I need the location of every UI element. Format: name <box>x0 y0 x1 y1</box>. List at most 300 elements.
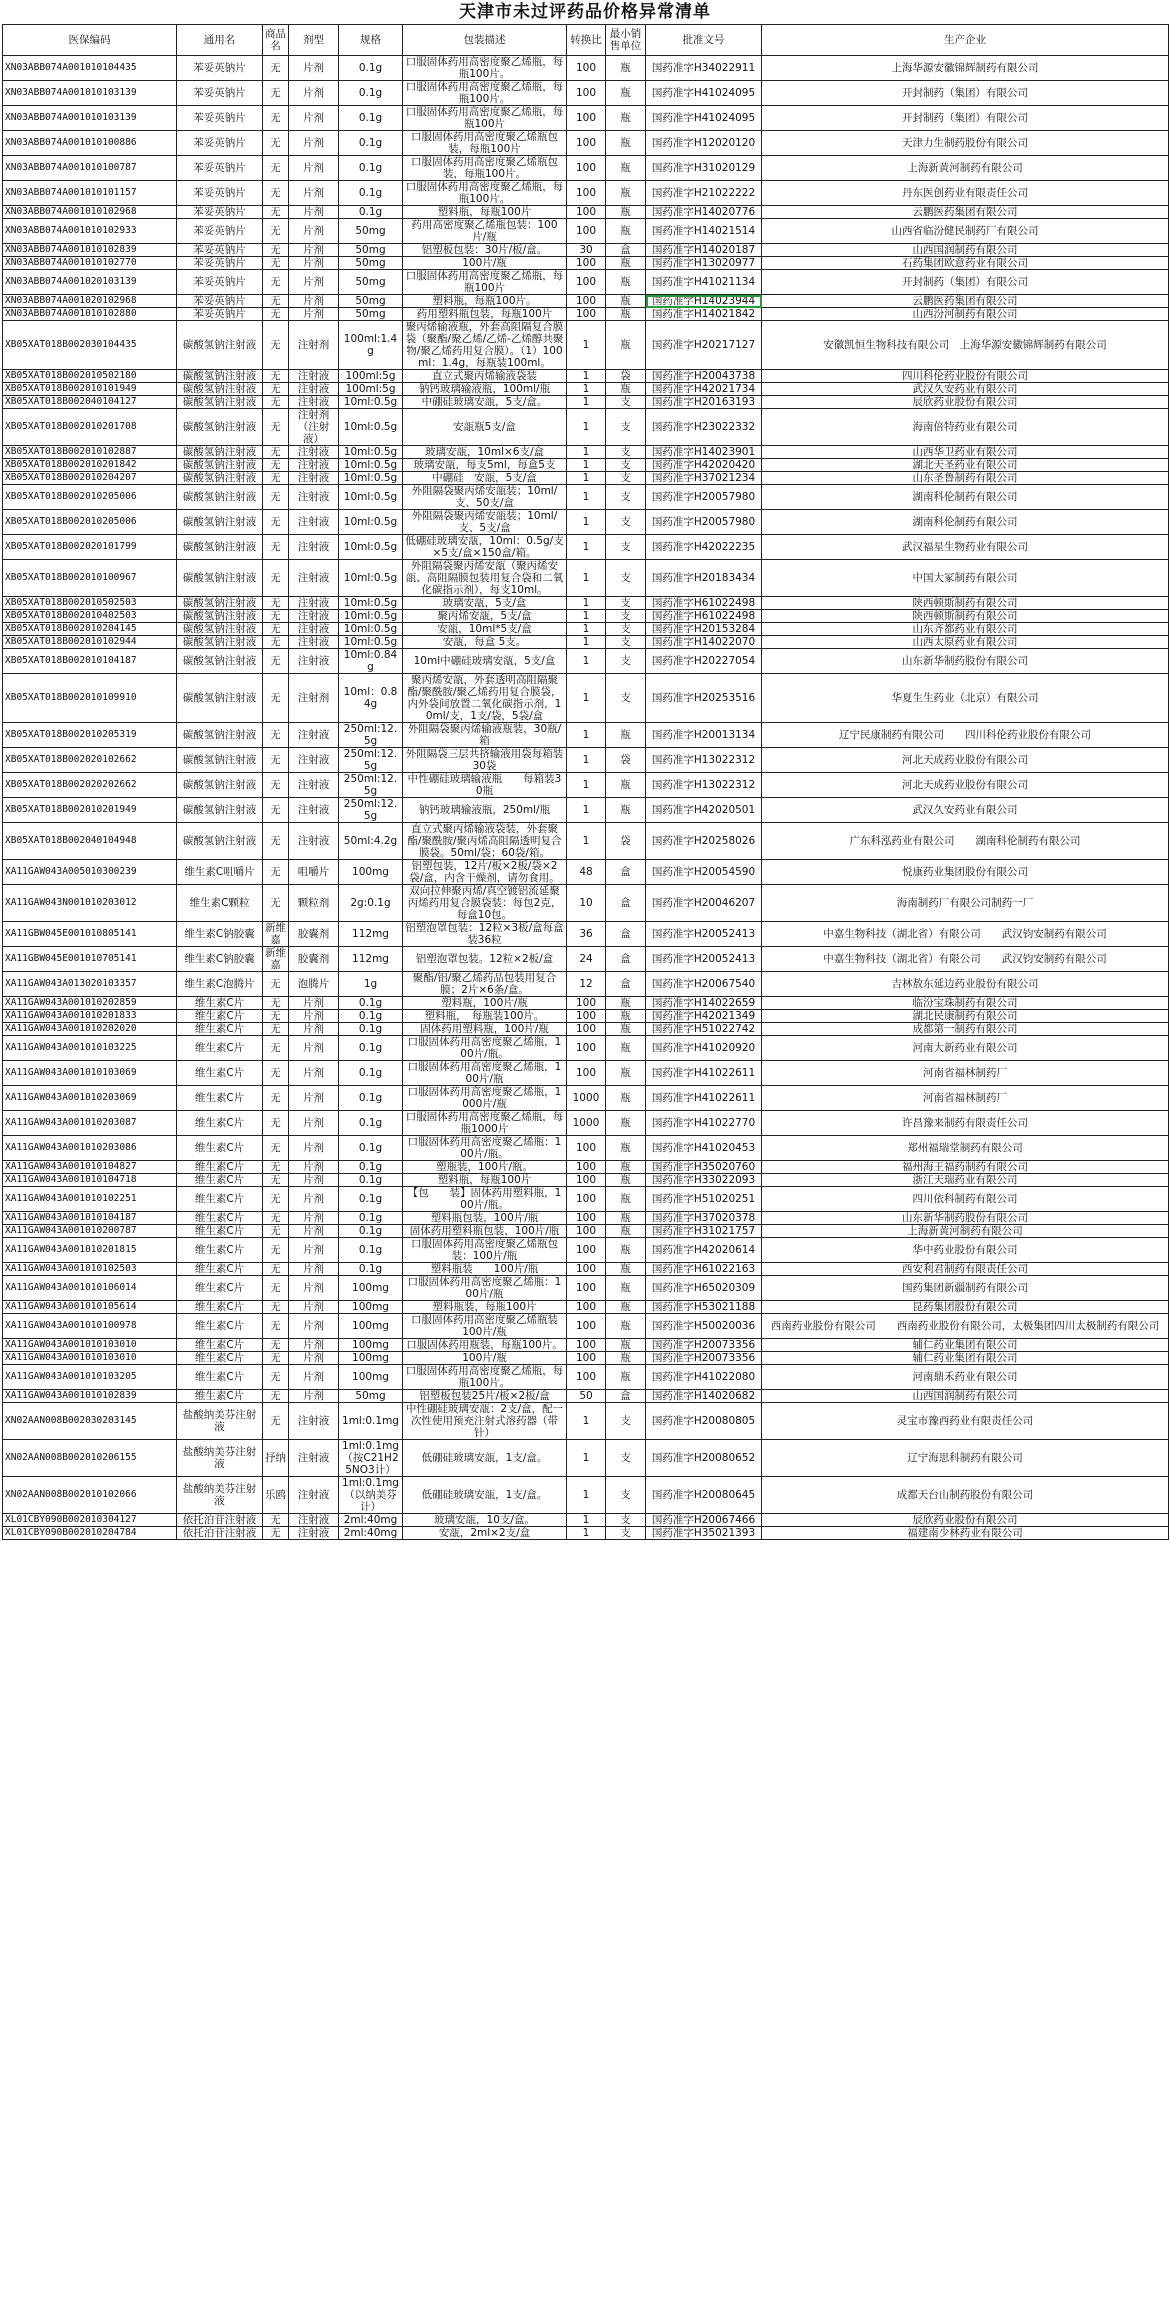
cell-min-sale-unit: 袋 <box>606 823 646 860</box>
cell-approval-number: 国药准字H13020977 <box>646 257 762 270</box>
cell-generic-name: 碳酸氢钠注射液 <box>177 649 263 674</box>
cell-specification: 0.1g <box>339 997 403 1010</box>
cell-min-sale-unit: 瓶 <box>606 1314 646 1339</box>
cell-conversion-ratio: 100 <box>567 1263 606 1276</box>
cell-approval-number: 国药准字H42020420 <box>646 459 762 472</box>
cell-conversion-ratio: 1 <box>567 321 606 370</box>
cell-packaging: 100片/瓶 <box>403 257 567 270</box>
cell-insurance-code: XA11GAW043N001010203012 <box>3 885 177 922</box>
cell-manufacturer: 国药集团新疆制药有限公司 <box>762 1276 1169 1301</box>
cell-generic-name: 碳酸氢钠注射液 <box>177 485 263 510</box>
cell-insurance-code: XA11GAW043A001010100978 <box>3 1314 177 1339</box>
cell-min-sale-unit: 瓶 <box>606 383 646 396</box>
cell-manufacturer: 山西省临汾健民制药厂有限公司 <box>762 219 1169 244</box>
table-row <box>3 1212 1169 1225</box>
cell-manufacturer: 成都第一制药有限公司 <box>762 1023 1169 1036</box>
cell-conversion-ratio: 1 <box>567 535 606 560</box>
cell-min-sale-unit: 瓶 <box>606 1352 646 1365</box>
cell-generic-name: 碳酸氢钠注射液 <box>177 472 263 485</box>
cell-generic-name: 碳酸氢钠注射液 <box>177 396 263 409</box>
cell-approval-number: 国药准字H20013134 <box>646 723 762 748</box>
cell-generic-name: 苯妥英钠片 <box>177 56 263 81</box>
cell-specification: 50mg <box>339 270 403 295</box>
cell-specification: 100mg <box>339 1352 403 1365</box>
cell-dosage-form: 片剂 <box>289 181 339 206</box>
cell-dosage-form: 片剂 <box>289 308 339 321</box>
cell-manufacturer: 河南鼎禾药业有限公司 <box>762 1365 1169 1390</box>
cell-brand-name: 乐鸥 <box>263 1477 289 1514</box>
cell-approval-number: 国药准字H20080805 <box>646 1403 762 1440</box>
cell-packaging: 铝塑包装，12片/板×2板/袋×2袋/盒，内含干燥剂，请勿食用。 <box>403 860 567 885</box>
cell-approval-number: 国药准字H20080652 <box>646 1440 762 1477</box>
header-dosage-form: 剂型 <box>289 25 339 56</box>
cell-brand-name: 无 <box>263 485 289 510</box>
cell-conversion-ratio: 12 <box>567 972 606 997</box>
cell-packaging: 中硼硅玻璃安瓿，5支/盒。 <box>403 396 567 409</box>
cell-specification: 0.1g <box>339 1111 403 1136</box>
cell-approval-number: 国药准字H42021734 <box>646 383 762 396</box>
table-header-row <box>3 25 1169 56</box>
cell-conversion-ratio: 48 <box>567 860 606 885</box>
cell-manufacturer: 灵宝市豫西药业有限责任公司 <box>762 1403 1169 1440</box>
cell-generic-name: 维生素C片 <box>177 1263 263 1276</box>
cell-packaging: 口服固体药用高密度聚乙烯瓶包装：100片/瓶 <box>403 1238 567 1263</box>
cell-dosage-form: 片剂 <box>289 1365 339 1390</box>
cell-generic-name: 维生素C片 <box>177 1161 263 1174</box>
cell-conversion-ratio: 100 <box>567 1238 606 1263</box>
table-row <box>3 383 1169 396</box>
cell-brand-name: 无 <box>263 219 289 244</box>
cell-conversion-ratio: 1 <box>567 383 606 396</box>
cell-manufacturer: 上海华源安徽锦辉制药有限公司 <box>762 56 1169 81</box>
cell-min-sale-unit: 支 <box>606 597 646 610</box>
cell-approval-number: 国药准字H20253516 <box>646 674 762 723</box>
cell-manufacturer: 安徽凯恒生物科技有限公司 上海华源安徽锦辉制药有限公司 <box>762 321 1169 370</box>
cell-brand-name: 无 <box>263 446 289 459</box>
cell-packaging: 低硼硅玻璃安瓿，1支/盒。 <box>403 1440 567 1477</box>
cell-packaging: 直立式聚丙烯输液袋装，外套聚酯/聚酰胺/聚丙烯高阻隔透明复合膜袋。50ml/袋；60袋/箱。 <box>403 823 567 860</box>
cell-brand-name: 无 <box>263 823 289 860</box>
cell-approval-number: 国药准字H20073356 <box>646 1352 762 1365</box>
table-row <box>3 1514 1169 1527</box>
table-row <box>3 1174 1169 1187</box>
cell-specification: 100mg <box>339 1365 403 1390</box>
cell-approval-number: 国药准字H20183434 <box>646 560 762 597</box>
cell-conversion-ratio: 1 <box>567 748 606 773</box>
cell-dosage-form: 注射液 <box>289 560 339 597</box>
cell-insurance-code: XN03ABB074A001010101157 <box>3 181 177 206</box>
cell-conversion-ratio: 1 <box>567 459 606 472</box>
cell-insurance-code: XN02AAN008B002030203145 <box>3 1403 177 1440</box>
cell-packaging: 口服固体药用高密度聚乙烯瓶，每瓶100片 <box>403 106 567 131</box>
table-row <box>3 1365 1169 1390</box>
cell-dosage-form: 片剂 <box>289 81 339 106</box>
table-row <box>3 922 1169 947</box>
cell-dosage-form: 片剂 <box>289 1225 339 1238</box>
cell-specification: 250ml:12.5g <box>339 798 403 823</box>
cell-min-sale-unit: 支 <box>606 610 646 623</box>
cell-manufacturer: 武汉久安药业有限公司 <box>762 383 1169 396</box>
table-row <box>3 295 1169 308</box>
cell-conversion-ratio: 1 <box>567 560 606 597</box>
cell-manufacturer: 山东圣鲁制药有限公司 <box>762 472 1169 485</box>
cell-specification: 250ml:12.5g <box>339 723 403 748</box>
cell-dosage-form: 注射液 <box>289 798 339 823</box>
table-row <box>3 219 1169 244</box>
cell-packaging: 外阻隔袋三层共挤输液用袋每箱装30袋 <box>403 748 567 773</box>
cell-conversion-ratio: 1 <box>567 623 606 636</box>
cell-dosage-form: 咀嚼片 <box>289 860 339 885</box>
cell-approval-number: 国药准字H20258026 <box>646 823 762 860</box>
table-row <box>3 997 1169 1010</box>
table-row <box>3 370 1169 383</box>
cell-dosage-form: 注射液 <box>289 1440 339 1477</box>
cell-insurance-code: XB05XAT018B002020102662 <box>3 748 177 773</box>
cell-packaging: 口服固体药用高密度聚乙烯瓶包装，每瓶100片。 <box>403 156 567 181</box>
cell-min-sale-unit: 瓶 <box>606 106 646 131</box>
cell-dosage-form: 注射液 <box>289 823 339 860</box>
cell-min-sale-unit: 瓶 <box>606 1263 646 1276</box>
cell-approval-number: 国药准字H37021234 <box>646 472 762 485</box>
cell-conversion-ratio: 1 <box>567 773 606 798</box>
cell-conversion-ratio: 100 <box>567 1010 606 1023</box>
cell-dosage-form: 片剂 <box>289 1263 339 1276</box>
cell-specification: 10ml:0.84g <box>339 649 403 674</box>
table-row <box>3 409 1169 446</box>
cell-insurance-code: XB05XAT018B002010205006 <box>3 485 177 510</box>
cell-manufacturer: 辰欣药业股份有限公司 <box>762 1514 1169 1527</box>
cell-insurance-code: XB05XAT018B002010205006 <box>3 510 177 535</box>
cell-insurance-code: XN03ABB074A001010102880 <box>3 308 177 321</box>
cell-manufacturer: 武汉久安药业有限公司 <box>762 798 1169 823</box>
cell-manufacturer: 河北天成药业股份有限公司 <box>762 773 1169 798</box>
cell-insurance-code: XB05XAT018B002010102944 <box>3 636 177 649</box>
cell-dosage-form: 片剂 <box>289 1136 339 1161</box>
table-row <box>3 1238 1169 1263</box>
cell-dosage-form: 注射剂（注射液） <box>289 409 339 446</box>
cell-packaging: 聚丙烯安瓿，外套透明高阻隔聚酯/聚酰胺/聚乙烯药用复合膜袋，内外袋间放置二氧化碳指示剂，10ml/支，1支/袋，5袋/盒 <box>403 674 567 723</box>
cell-dosage-form: 片剂 <box>289 1339 339 1352</box>
cell-dosage-form: 注射剂 <box>289 321 339 370</box>
cell-specification: 112mg <box>339 947 403 972</box>
cell-specification: 50mg <box>339 308 403 321</box>
cell-manufacturer: 成都天台山制药股份有限公司 <box>762 1477 1169 1514</box>
cell-generic-name: 苯妥英钠片 <box>177 257 263 270</box>
table-row <box>3 610 1169 623</box>
table-row <box>3 1477 1169 1514</box>
cell-min-sale-unit: 支 <box>606 1440 646 1477</box>
cell-approval-number: 国药准字H14021514 <box>646 219 762 244</box>
cell-brand-name: 无 <box>263 1010 289 1023</box>
cell-brand-name: 无 <box>263 636 289 649</box>
cell-min-sale-unit: 支 <box>606 623 646 636</box>
cell-approval-number: 国药准字H20052413 <box>646 947 762 972</box>
cell-approval-number: 国药准字H41022080 <box>646 1365 762 1390</box>
table-row <box>3 244 1169 257</box>
cell-insurance-code: XA11GAW043A001010201833 <box>3 1010 177 1023</box>
cell-insurance-code: XA11GAW043A001010103010 <box>3 1339 177 1352</box>
cell-min-sale-unit: 瓶 <box>606 1238 646 1263</box>
cell-packaging: 100片/瓶 <box>403 1352 567 1365</box>
cell-min-sale-unit: 支 <box>606 510 646 535</box>
cell-conversion-ratio: 1 <box>567 370 606 383</box>
cell-specification: 0.1g <box>339 1010 403 1023</box>
cell-approval-number: 国药准字H61022498 <box>646 610 762 623</box>
cell-approval-number: 国药准字H12020120 <box>646 131 762 156</box>
cell-specification: 0.1g <box>339 81 403 106</box>
cell-specification: 100ml:1.4g <box>339 321 403 370</box>
cell-conversion-ratio: 100 <box>567 1161 606 1174</box>
cell-conversion-ratio: 1 <box>567 674 606 723</box>
cell-packaging: 口服固体药用高密度聚乙烯瓶：100片/瓶。 <box>403 1136 567 1161</box>
table-row <box>3 446 1169 459</box>
cell-generic-name: 碳酸氢钠注射液 <box>177 610 263 623</box>
cell-specification: 0.1g <box>339 1086 403 1111</box>
cell-brand-name: 无 <box>263 370 289 383</box>
cell-packaging: 聚丙烯输液瓶，外套高阻隔复合膜袋（聚酯/聚乙烯/乙烯-乙烯醇共聚物/聚乙烯药用复合膜）。（1）100ml：1.4g，每瓶装100ml。 <box>403 321 567 370</box>
table-row <box>3 597 1169 610</box>
cell-approval-number: 国药准字H41020453 <box>646 1136 762 1161</box>
cell-packaging: 玻璃安瓿，10支/盒。 <box>403 1514 567 1527</box>
cell-packaging: 铝塑板包装25片/板×2板/盒 <box>403 1390 567 1403</box>
cell-brand-name: 无 <box>263 472 289 485</box>
cell-min-sale-unit: 瓶 <box>606 1225 646 1238</box>
cell-generic-name: 维生素C片 <box>177 1086 263 1111</box>
cell-brand-name: 无 <box>263 1276 289 1301</box>
cell-packaging: 玻璃安瓿，10ml×6支/盒 <box>403 446 567 459</box>
cell-specification: 0.1g <box>339 1238 403 1263</box>
cell-approval-number: 国药准字H13022312 <box>646 748 762 773</box>
cell-insurance-code: XA11GAW043A001010102503 <box>3 1263 177 1276</box>
cell-specification: 10ml:0.5g <box>339 485 403 510</box>
cell-approval-number: 国药准字H13022312 <box>646 773 762 798</box>
cell-generic-name: 苯妥英钠片 <box>177 206 263 219</box>
header-specification: 规格 <box>339 25 403 56</box>
cell-min-sale-unit: 支 <box>606 674 646 723</box>
cell-brand-name: 新维嘉 <box>263 947 289 972</box>
cell-generic-name: 碳酸氢钠注射液 <box>177 798 263 823</box>
table-row <box>3 270 1169 295</box>
cell-manufacturer: 河南省福林制药厂 <box>762 1086 1169 1111</box>
cell-min-sale-unit: 瓶 <box>606 1365 646 1390</box>
table-row <box>3 723 1169 748</box>
cell-manufacturer: 山西太原药业有限公司 <box>762 636 1169 649</box>
cell-insurance-code: XA11GAW043A001010104187 <box>3 1212 177 1225</box>
cell-min-sale-unit: 袋 <box>606 748 646 773</box>
cell-dosage-form: 片剂 <box>289 1352 339 1365</box>
cell-generic-name: 碳酸氢钠注射液 <box>177 723 263 748</box>
cell-insurance-code: XB05XAT018B002020101799 <box>3 535 177 560</box>
table-row <box>3 308 1169 321</box>
cell-min-sale-unit: 盒 <box>606 1390 646 1403</box>
cell-manufacturer: 华夏生生药业（北京）有限公司 <box>762 674 1169 723</box>
cell-conversion-ratio: 1 <box>567 636 606 649</box>
cell-brand-name: 无 <box>263 1161 289 1174</box>
cell-specification: 0.1g <box>339 56 403 81</box>
cell-conversion-ratio: 1 <box>567 1527 606 1540</box>
cell-conversion-ratio: 1 <box>567 823 606 860</box>
cell-brand-name: 无 <box>263 1061 289 1086</box>
cell-conversion-ratio: 1 <box>567 1514 606 1527</box>
cell-brand-name: 无 <box>263 131 289 156</box>
cell-approval-number: 国药准字H37020378 <box>646 1212 762 1225</box>
cell-brand-name: 抒纳 <box>263 1440 289 1477</box>
cell-insurance-code: XB05XAT018B002010205319 <box>3 723 177 748</box>
cell-brand-name: 无 <box>263 748 289 773</box>
cell-approval-number: 国药准字H20057980 <box>646 510 762 535</box>
cell-brand-name: 无 <box>263 1339 289 1352</box>
cell-dosage-form: 注射液 <box>289 472 339 485</box>
table-row <box>3 823 1169 860</box>
cell-approval-number: 国药准字H41022770 <box>646 1111 762 1136</box>
cell-brand-name: 无 <box>263 1403 289 1440</box>
cell-dosage-form: 颗粒剂 <box>289 885 339 922</box>
cell-brand-name: 无 <box>263 1174 289 1187</box>
cell-conversion-ratio: 100 <box>567 1225 606 1238</box>
cell-dosage-form: 注射液 <box>289 446 339 459</box>
cell-packaging: 铝塑板包装：30片/板/盒。 <box>403 244 567 257</box>
cell-packaging: 中性硼硅玻璃安瓿：2支/盒，配一次性使用预充注射式溶药器（带针） <box>403 1403 567 1440</box>
cell-min-sale-unit: 盒 <box>606 860 646 885</box>
cell-brand-name: 无 <box>263 597 289 610</box>
cell-conversion-ratio: 100 <box>567 1339 606 1352</box>
table-row <box>3 535 1169 560</box>
cell-specification: 112mg <box>339 922 403 947</box>
cell-insurance-code: XB05XAT018B002010104187 <box>3 649 177 674</box>
cell-brand-name: 无 <box>263 560 289 597</box>
cell-packaging: 塑瓶装，100片/瓶。 <box>403 1161 567 1174</box>
cell-min-sale-unit: 瓶 <box>606 56 646 81</box>
cell-approval-number: 国药准字H41022611 <box>646 1061 762 1086</box>
cell-generic-name: 碳酸氢钠注射液 <box>177 773 263 798</box>
cell-min-sale-unit: 瓶 <box>606 723 646 748</box>
cell-conversion-ratio: 100 <box>567 1187 606 1212</box>
cell-dosage-form: 片剂 <box>289 1036 339 1061</box>
cell-packaging: 药用塑料瓶包装，每瓶100片 <box>403 308 567 321</box>
cell-generic-name: 维生素C片 <box>177 1365 263 1390</box>
cell-specification: 0.1g <box>339 1161 403 1174</box>
cell-insurance-code: XN03ABB074A001020103139 <box>3 270 177 295</box>
cell-manufacturer: 海南制药厂有限公司制药一厂 <box>762 885 1169 922</box>
cell-packaging: 双向拉伸聚丙烯/真空镀铝流延聚丙烯药用复合膜袋装：每包2克，每盒10包。 <box>403 885 567 922</box>
cell-brand-name: 无 <box>263 510 289 535</box>
table-row <box>3 1263 1169 1276</box>
table-row <box>3 1036 1169 1061</box>
cell-manufacturer: 辰欣药业股份有限公司 <box>762 396 1169 409</box>
cell-dosage-form: 胶囊剂 <box>289 922 339 947</box>
cell-brand-name: 无 <box>263 972 289 997</box>
cell-packaging: 塑料瓶，100片/瓶 <box>403 997 567 1010</box>
cell-conversion-ratio: 100 <box>567 1174 606 1187</box>
table-row <box>3 1225 1169 1238</box>
cell-packaging: 低硼硅玻璃安瓿，1支/盒。 <box>403 1477 567 1514</box>
cell-specification: 1ml:0.1mg（以纳美芬计） <box>339 1477 403 1514</box>
cell-dosage-form: 片剂 <box>289 1061 339 1086</box>
cell-manufacturer: 山东齐都药业有限公司 <box>762 623 1169 636</box>
cell-specification: 2g:0.1g <box>339 885 403 922</box>
cell-dosage-form: 片剂 <box>289 1390 339 1403</box>
cell-min-sale-unit: 支 <box>606 1514 646 1527</box>
cell-insurance-code: XB05XAT018B002010204145 <box>3 623 177 636</box>
cell-dosage-form: 片剂 <box>289 106 339 131</box>
table-row <box>3 885 1169 922</box>
table-row <box>3 1403 1169 1440</box>
cell-dosage-form: 注射液 <box>289 1514 339 1527</box>
cell-packaging: 中硼硅 安瓿，5支/盒 <box>403 472 567 485</box>
cell-approval-number: 国药准字H35021393 <box>646 1527 762 1540</box>
cell-dosage-form: 注射液 <box>289 535 339 560</box>
cell-brand-name: 无 <box>263 723 289 748</box>
cell-specification: 0.1g <box>339 1023 403 1036</box>
cell-approval-number: 国药准字H41020920 <box>646 1036 762 1061</box>
cell-generic-name: 盐酸纳美芬注射液 <box>177 1403 263 1440</box>
cell-specification: 2ml:40mg <box>339 1514 403 1527</box>
cell-insurance-code: XA11GAW043A001010202020 <box>3 1023 177 1036</box>
cell-generic-name: 维生素C片 <box>177 1187 263 1212</box>
cell-generic-name: 碳酸氢钠注射液 <box>177 446 263 459</box>
cell-dosage-form: 注射液 <box>289 459 339 472</box>
cell-specification: 100mg <box>339 1276 403 1301</box>
cell-generic-name: 碳酸氢钠注射液 <box>177 823 263 860</box>
cell-min-sale-unit: 支 <box>606 1403 646 1440</box>
cell-conversion-ratio: 100 <box>567 1036 606 1061</box>
cell-brand-name: 无 <box>263 257 289 270</box>
cell-insurance-code: XN03ABB074A001010103139 <box>3 81 177 106</box>
cell-insurance-code: XA11GBW045E001010705141 <box>3 947 177 972</box>
cell-min-sale-unit: 瓶 <box>606 1301 646 1314</box>
cell-manufacturer: 山西国润制药有限公司 <box>762 244 1169 257</box>
cell-conversion-ratio: 1000 <box>567 1086 606 1111</box>
cell-brand-name: 无 <box>263 1314 289 1339</box>
cell-conversion-ratio: 1 <box>567 610 606 623</box>
cell-packaging: 口服固体药用高密度聚乙烯瓶，每瓶100片。 <box>403 56 567 81</box>
cell-dosage-form: 注射液 <box>289 485 339 510</box>
cell-min-sale-unit: 盒 <box>606 972 646 997</box>
cell-generic-name: 维生素C片 <box>177 1061 263 1086</box>
cell-specification: 100ml:5g <box>339 383 403 396</box>
cell-dosage-form: 片剂 <box>289 1212 339 1225</box>
cell-brand-name: 无 <box>263 1136 289 1161</box>
table-row <box>3 156 1169 181</box>
table-row <box>3 1136 1169 1161</box>
cell-insurance-code: XA11GAW043A001010103069 <box>3 1061 177 1086</box>
cell-dosage-form: 片剂 <box>289 1187 339 1212</box>
cell-approval-number: 国药准字H20217127 <box>646 321 762 370</box>
cell-packaging: 10ml中硼硅玻璃安瓿，5支/盒 <box>403 649 567 674</box>
cell-insurance-code: XA11GAW043A013020103357 <box>3 972 177 997</box>
cell-dosage-form: 片剂 <box>289 206 339 219</box>
cell-packaging: 外阻隔袋聚丙烯安瓿（聚丙烯安瓿、高阻隔膜包装用复合袋和二氧化碳指示剂），每支10ml。 <box>403 560 567 597</box>
cell-manufacturer: 辽宁海思科制药有限公司 <box>762 1440 1169 1477</box>
cell-min-sale-unit: 瓶 <box>606 270 646 295</box>
cell-packaging: 口服固体药用高密度聚乙烯瓶，每瓶100片。 <box>403 181 567 206</box>
cell-conversion-ratio: 100 <box>567 1314 606 1339</box>
table-row <box>3 798 1169 823</box>
cell-generic-name: 碳酸氢钠注射液 <box>177 510 263 535</box>
cell-min-sale-unit: 支 <box>606 636 646 649</box>
cell-min-sale-unit: 瓶 <box>606 1174 646 1187</box>
cell-generic-name: 苯妥英钠片 <box>177 131 263 156</box>
table-row <box>3 206 1169 219</box>
cell-generic-name: 维生素C咀嚼片 <box>177 860 263 885</box>
cell-insurance-code: XB05XAT018B002010101949 <box>3 383 177 396</box>
cell-approval-number: 国药准字H42022235 <box>646 535 762 560</box>
cell-brand-name: 无 <box>263 623 289 636</box>
cell-manufacturer: 云鹏医药集团有限公司 <box>762 206 1169 219</box>
cell-conversion-ratio: 100 <box>567 1365 606 1390</box>
cell-dosage-form: 泡腾片 <box>289 972 339 997</box>
cell-insurance-code: XN03ABB074A001020102968 <box>3 295 177 308</box>
